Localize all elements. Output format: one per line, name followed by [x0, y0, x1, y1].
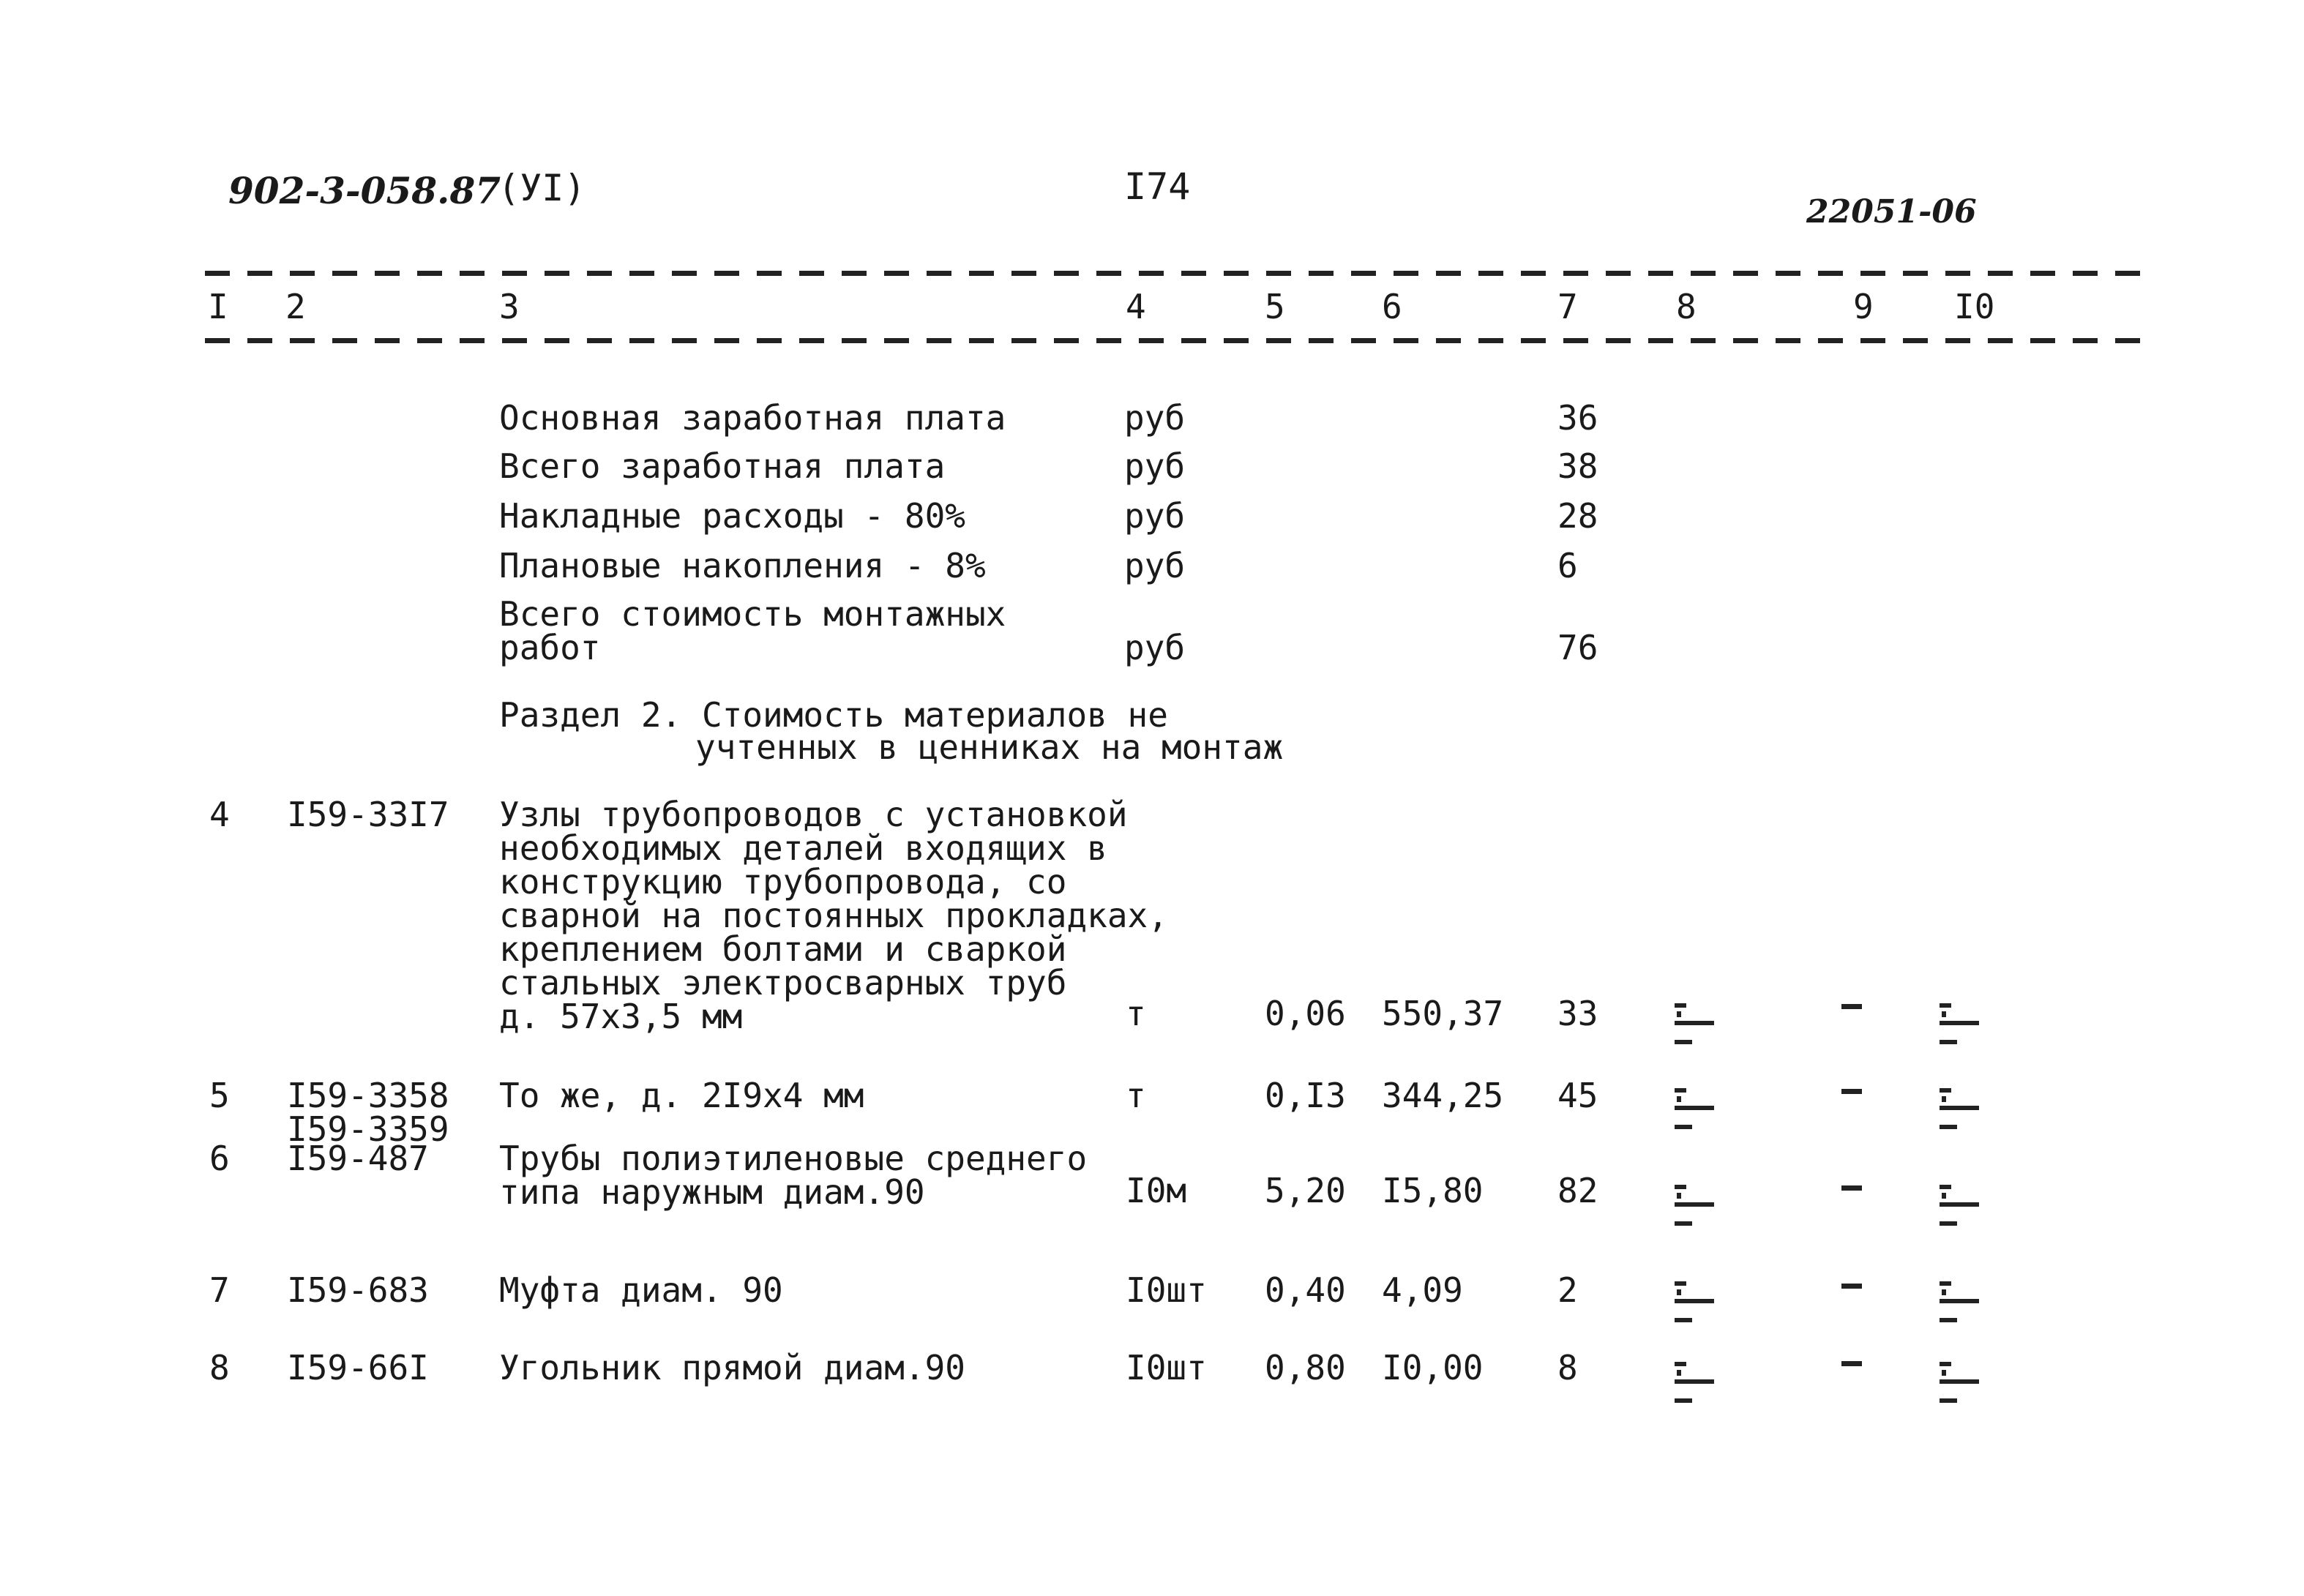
- col8-ditto-mark: [1670, 1279, 1717, 1327]
- summary-label: Накладные расходы - 80%: [499, 496, 965, 536]
- row-code: I59-3358 I59-3359: [287, 1076, 449, 1149]
- row-number: 8: [209, 1348, 230, 1387]
- summary-label: Основная заработная плата: [499, 398, 1006, 438]
- section-title-line1: Раздел 2. Стоимость материалов не: [499, 695, 1168, 735]
- stamp-number: 22051-06: [1806, 193, 1977, 231]
- row-price: I5,80: [1382, 1171, 1484, 1210]
- row-description: Узлы трубопроводов с установкой необходимых деталей входящих в конструкцию трубопровода, со сварной на постоянных прокладках, креплением болтами и сваркой стальных электросварных труб д. 57х3,5 мм: [499, 795, 1168, 1036]
- summary-unit: руб: [1124, 496, 1186, 536]
- row-description: Муфта диам. 90: [499, 1270, 783, 1310]
- column-header-10: I0: [1954, 287, 1995, 326]
- row-price: I0,00: [1382, 1348, 1484, 1387]
- row-number: 5: [209, 1076, 230, 1115]
- column-header-4: 4: [1126, 287, 1146, 326]
- header-top-rule: [205, 271, 2152, 276]
- row-unit: I0шт: [1126, 1348, 1207, 1387]
- col9-dash: [1841, 1185, 1862, 1191]
- column-header-5: 5: [1265, 287, 1285, 326]
- column-header-2: 2: [285, 287, 306, 326]
- volume-label: (УI): [498, 167, 586, 209]
- col8-ditto-mark: [1670, 1001, 1717, 1049]
- summary-value: 76: [1557, 628, 1598, 667]
- summary-unit: руб: [1124, 546, 1186, 585]
- summary-unit: руб: [1124, 398, 1186, 438]
- row-price: 344,25: [1382, 1076, 1504, 1115]
- column-header-7: 7: [1557, 287, 1578, 326]
- summary-value: 6: [1557, 546, 1578, 585]
- row-quantity: 0,06: [1265, 994, 1346, 1033]
- column-header-1: I: [208, 287, 228, 326]
- col10-ditto-mark: [1935, 1279, 1982, 1327]
- header-bottom-rule: [205, 338, 2152, 343]
- row-total: 82: [1557, 1171, 1598, 1210]
- summary-label: Плановые накопления - 8%: [499, 546, 986, 585]
- column-header-8: 8: [1676, 287, 1697, 326]
- summary-unit: руб: [1124, 446, 1186, 486]
- col9-dash: [1841, 1284, 1862, 1289]
- col9-dash: [1841, 1361, 1862, 1366]
- col10-ditto-mark: [1935, 1001, 1982, 1049]
- col8-ditto-mark: [1670, 1360, 1717, 1408]
- row-number: 6: [209, 1139, 230, 1178]
- row-code: I59-487: [287, 1139, 429, 1178]
- row-quantity: 0,40: [1265, 1270, 1346, 1310]
- col10-ditto-mark: [1935, 1360, 1982, 1408]
- column-header-6: 6: [1382, 287, 1402, 326]
- row-total: 45: [1557, 1076, 1598, 1115]
- row-unit: I0м: [1126, 1171, 1187, 1210]
- summary-label: Всего заработная плата: [499, 446, 946, 486]
- row-price: 4,09: [1382, 1270, 1463, 1310]
- col9-dash: [1841, 1004, 1862, 1009]
- row-total: 8: [1557, 1348, 1578, 1387]
- section-title-line2: учтенных в ценниках на монтаж: [695, 727, 1284, 767]
- summary-value: 28: [1557, 496, 1598, 536]
- row-number: 4: [209, 795, 230, 834]
- summary-unit: руб: [1124, 628, 1186, 667]
- column-header-3: 3: [499, 287, 520, 326]
- row-code: I59-33I7: [287, 795, 449, 834]
- col8-ditto-mark: [1670, 1183, 1717, 1231]
- summary-label: Всего стоимость монтажных работ: [499, 594, 1006, 667]
- row-total: 2: [1557, 1270, 1578, 1310]
- row-number: 7: [209, 1270, 230, 1310]
- document-code: 902-3-058.87: [228, 169, 501, 212]
- page-number: I74: [1124, 165, 1191, 208]
- row-description: То же, д. 2I9х4 мм: [499, 1076, 864, 1115]
- row-quantity: 0,I3: [1265, 1076, 1346, 1115]
- col8-ditto-mark: [1670, 1086, 1717, 1134]
- row-unit: т: [1126, 994, 1146, 1033]
- row-description: Угольник прямой диам.90: [499, 1348, 965, 1387]
- column-header-9: 9: [1853, 287, 1874, 326]
- summary-value: 38: [1557, 446, 1598, 486]
- row-price: 550,37: [1382, 994, 1504, 1033]
- row-code: I59-66I: [287, 1348, 429, 1387]
- row-description: Трубы полиэтиленовые среднего типа наружным диам.90: [499, 1139, 1088, 1212]
- summary-value: 36: [1557, 398, 1598, 438]
- row-unit: т: [1126, 1076, 1146, 1115]
- row-total: 33: [1557, 994, 1598, 1033]
- col10-ditto-mark: [1935, 1183, 1982, 1231]
- col10-ditto-mark: [1935, 1086, 1982, 1134]
- row-quantity: 0,80: [1265, 1348, 1346, 1387]
- row-code: I59-683: [287, 1270, 429, 1310]
- col9-dash: [1841, 1089, 1862, 1094]
- row-quantity: 5,20: [1265, 1171, 1346, 1210]
- row-unit: I0шт: [1126, 1270, 1207, 1310]
